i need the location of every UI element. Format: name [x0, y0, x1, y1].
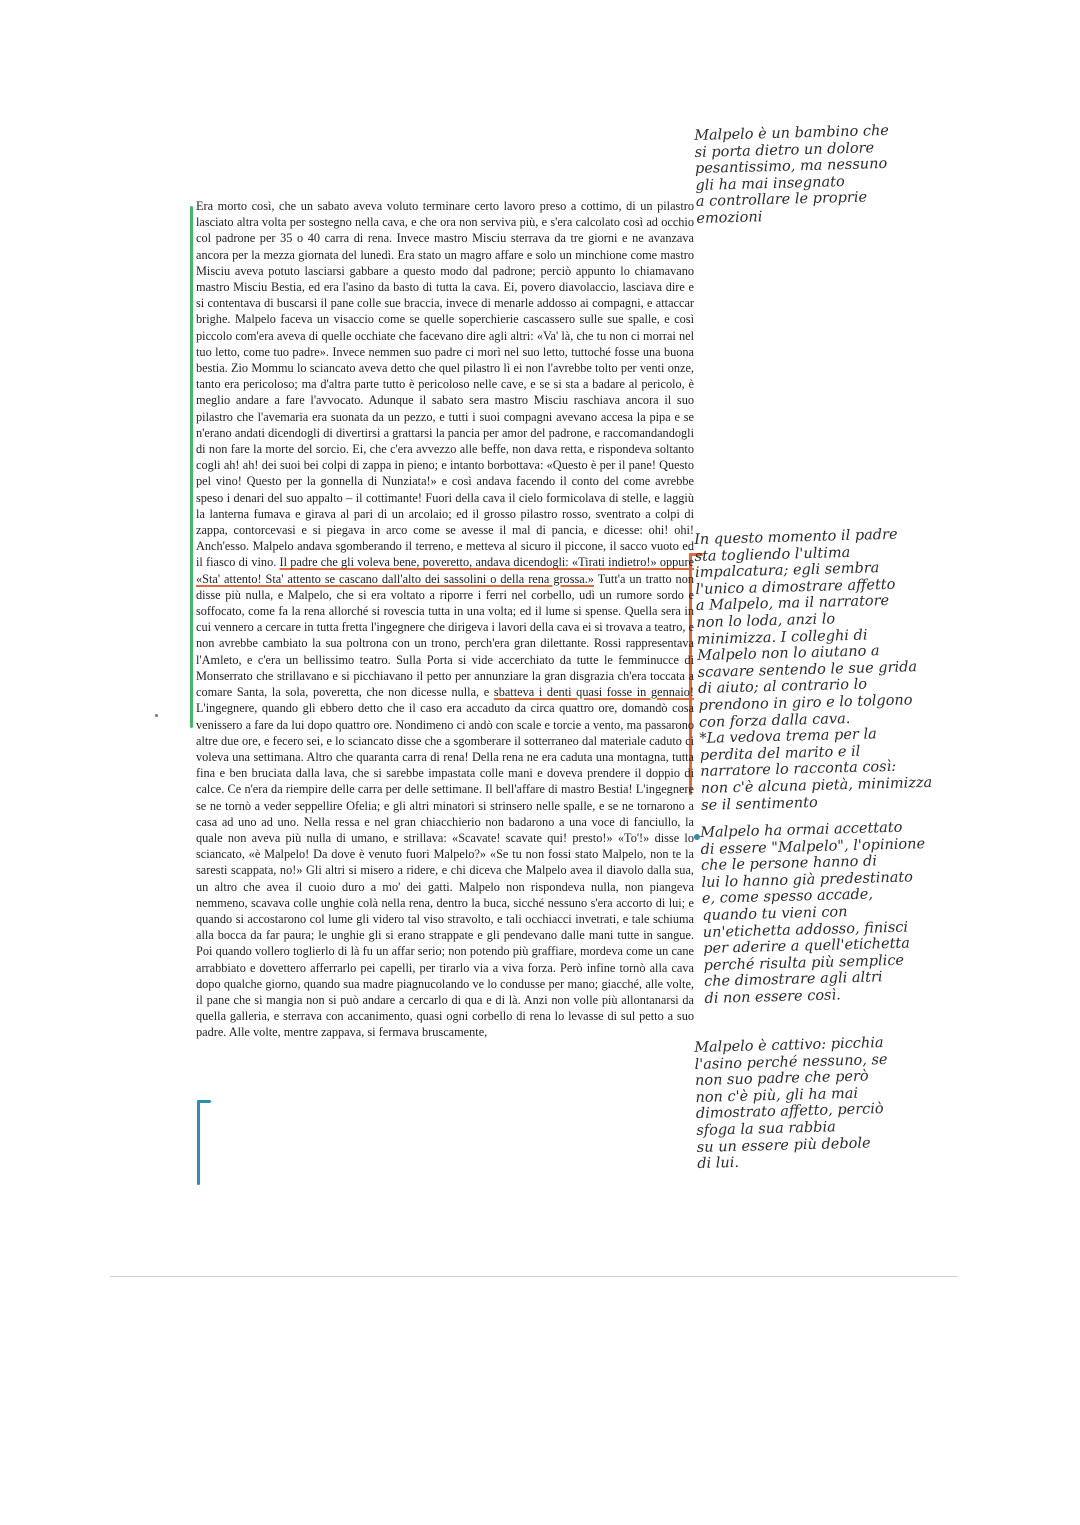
text-after-highlight: L'ingegnere, quando gli ebbero detto che il caso era accaduto da circa quattro ore, domandò cosa venissero a fare da lui dopo quattro ore. Nondimeno ci andò con scale e torcie a vento, ma passarono altre due ore, e fecero sei, e lo sciancato disse che a sgomberare il sotterraneo dal materiale caduto ci voleva una settimana. Altro che quaranta carra di rena! Della rena ne era caduta una montagna, tutta fina e ben bruciata dalla lava, che si sarebbe impastata colle mani e doveva prendere il doppio di calce. Ce n'era da riempire delle carra per delle settimane. Il bell'affare di mastro Bestia! L'ingegnere se ne tornò a veder seppellire Ofelia; e gli altri minatori si strinsero nelle spalle, e se ne tornarono a casa ad uno ad uno. Nella ressa e nel gran chiacchierio non badarono a una voce di fanciullo, la quale non aveva più nulla di umano, e strillava: «Scavate! scavate qui! presto!» «To'!» disse lo sciancato, «è Malpelo! Da dove è venuto fuori Malpelo?» «Se tu non fossi stato Malpelo, non te la saresti scappata, no!» Gli altri si misero a ridere, e chi diceva che Malpelo avea il diavolo dalla sua, un altro che avea il cuoio duro a mo' dei gatti. Malpelo non rispondeva nulla, non piangeva nemmeno, scavava colle unghie colà nella rena, dentro la buca, sicché nessuno s'era accorto di lui; e quando si accostarono col lume gli videro tal viso stravolto, e tali occhiacci invetrati, e tale schiuma alla bocca da far paura; le unghie gli si erano strappate e gli pendevano dalle mani tutte in sangue. Poi quando vollero toglierlo di là fu un affar serio; non potendo più graffiare, mordeva come un cane arrabbiato e dovettero afferrarlo pei capelli, per tirarlo via a viva forza. Però infine tornò alla cava dopo qualche giorno, quando sua madre piagnucolando ve lo condusse per mano; giacché, alle volte, il pane che si mangia non si può andare a cercarlo di qua e di là. Anzi non volle più allontanarsi da quella galleria, e sterrava con accanimento, quasi ogni corbello di rena lo levasse di sul petto a suo padre. Alle volte, mentre zappava, si fermava bruscamente, — [196, 701, 694, 1040]
teal-margin-bracket — [197, 1100, 200, 1185]
highlighted-father-warning: Il padre che gli voleva bene, poveretto, andava dicendogli: «Tirati indietro!» oppure «Sta' attento! Sta' attento se cascano dall'alto dei sassolini o della rena grossa.» — [196, 555, 694, 586]
handwritten-note-cruelty — [694, 1033, 967, 1173]
page-bottom-rule — [110, 1276, 958, 1277]
passage-paragraph — [196, 198, 694, 1041]
note-text: In questo momento il padre sta togliendo l'ultima impalcatura; egli sembra l'unico a dimostrare affetto a Malpelo, ma il narratore non lo loda, anzi lo minimizza. I colleghi di Malpelo non lo aiutano a scavare sentendo le sue grida di aiuto; al contrario lo prendono in giro e lo tolgono con forza dalla cava. *La vedova trema per la perdita del marito e il narratore lo racconta così: non c'è alcuna pietà, minimizza se il sentimento — [694, 526, 933, 814]
highlighted-widow-trembling: sbatteva i denti quasi fosse in gennaio! — [493, 685, 694, 700]
note-text: Malpelo è cattivo: picchia l'asino perché nessuno, se non suo padre che però non c'è più, gli ha mai dimostrato affetto, perciò sfoga la sua rabbia su un essere più debole di lui. — [694, 1035, 888, 1173]
text-before-highlight: Era morto così, che un sabato aveva voluto terminare certo lavoro preso a cottimo, di un pilastro lasciato altra volta per sostegno nella cava, e che ora non serviva più, e s'era calcolato così ad occhio col padrone per 35 o 40 carra di rena. Invece mastro Misciu sterrava da tre giorni e ne avanzava ancora per la mezza giornata del lunedì. Era stato un magro affare e solo un minchione come mastro Misciu aveva potuto lasciarsi gabbare a questo modo dal padrone; perciò appunto lo chiamavano mastro Misciu Bestia, ed era l'asino da basto di tutta la cava. Ei, povero diavolaccio, lasciava dire e si contentava di buscarsi il pane colle sue braccia, invece di menarle addosso ai compagni, e attaccar brighe. Malpelo faceva un visaccio come se quelle soperchierie cascassero sulle sue spalle, e così piccolo com'era aveva di quelle occhiate che facevano dire agli altri: «Va' là, che tu non ci morrai nel tuo letto, come tuo padre». Invece nemmen suo padre ci morì nel suo letto, tuttoché fosse una buona bestia. Zio Mommu lo sciancato aveva detto che quel pilastro lì ei non l'avrebbe tolto per venti onze, tanto era pericoloso; ma d'altra parte tutto è pericoloso nelle cave, e se si sta a badare al pericolo, è meglio andare a fare l'avvocato. Adunque il sabato sera mastro Misciu raschiava ancora il suo pilastro che l'avemaria era suonata da un pezzo, e tutti i suoi compagni avevano accesa la pipa e se n'erano andati dicendogli di divertirsi a grattarsi la pancia per amor del padrone, e raccomandandogli di non fare la morte del sorcio. Ei, che c'era avvezzo alle beffe, non dava retta, e rispondeva soltanto cogli ah! ah! dei suoi bei colpi di zappa in pieno; e intanto borbottava: «Questo è per il pane! Questo pel vino! Questo per la gonnella di Nunziata!» e così andava facendo il conto del come avrebbe speso i denari del suo appalto – il cottimante! Fuori della cava il cielo formicolava di stelle, e laggiù la lanterna fumava e girava al pari di un arcolaio; ed il grosso pilastro rosso, sventrato a colpi di zappa, contorcevasi e si piegava in arco come se avesse il mal di pancia, e dicesse: ohi! ohi! Anch'esso. Malpelo andava sgomberando il terreno, e metteva al sicuro il piccone, il sacco vuoto ed il fiasco di vino. — [196, 199, 694, 570]
note-text: Malpelo è un bambino che si porta dietro un dolore pesantissimo, ma nessuno gli ha mai insegnato a controllare le proprie emozioni — [694, 122, 890, 227]
green-margin-bracket — [190, 206, 193, 728]
handwritten-note-label — [700, 818, 975, 1008]
handwritten-note-father — [694, 525, 971, 814]
bullet-dot — [694, 834, 700, 840]
printed-passage — [196, 198, 694, 1041]
scan-speck — [155, 714, 158, 717]
handwritten-note-top — [694, 121, 967, 228]
teal-bracket-top — [197, 1100, 211, 1103]
text-between-highlights: Tutt'a un tratto non disse più nulla, e Malpelo, che si era voltato a riporre i ferri nel corbello, udì un rumore sordo e soffocato, come fa la rena allorché si rovescia tutta in una volta; ed il lume si spense. Quella sera in cui vennero a cercare in tutta fretta l'ingegnere che dirigeva i lavori della cava ei si trovava a teatro, e non avrebbe cambiato la sua poltrona con un trono, perch'era gran dilettante. Rossi rappresentava l'Amleto, e c'era un bellissimo teatro. Sulla Porta si vide accerchiato da tutte le femminucce di Monserrato che strillavano e si picchiavano il petto per annunziare la gran disgrazia ch'era toccata a comare Santa, la sola, poveretta, che non dicesse nulla, e — [196, 571, 694, 700]
note-text: Malpelo ha ormai accettato di essere "Malpelo", l'opinione che le persone hanno di lui lo hanno già predestinato e, come spesso accade, quando tu vieni con un'etichetta addosso, finisci per aderire a quell'etichetta perché risulta più semplice che dimostrare agli altri di non essere così. — [700, 819, 926, 1007]
